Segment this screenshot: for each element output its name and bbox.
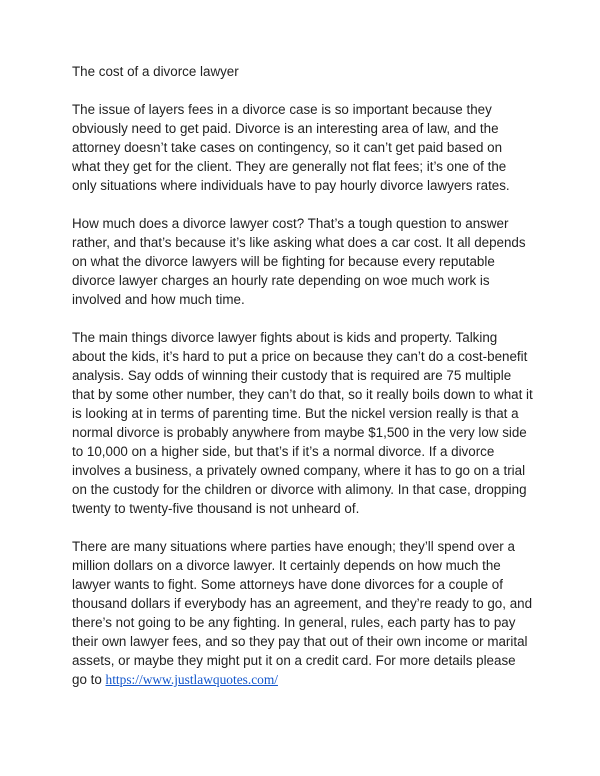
document-title: The cost of a divorce lawyer	[72, 64, 239, 79]
paragraph-4	[72, 537, 534, 689]
paragraph-1: The issue of layers fees in a divorce case is so important because they obviously need to get paid. Divorce is an interesting area of law, and the attorney doesn’t take cases on contingency, so it can’t get paid based on what they get for the client. They are generally not flat fees; it’s one of the only situations where individuals have to pay hourly divorce lawyers rates.	[72, 102, 510, 193]
paragraph-2: How much does a divorce lawyer cost? That’s a tough question to answer rather, and that’s because it’s like asking what does a car cost. It all depends on what the divorce lawyers will be fighting for because every reputable divorce lawyer charges an hourly rate depending on woe much work is involved and how much time.	[72, 216, 526, 307]
paragraph-4-text: There are many situations where parties have enough; they’ll spend over a million dollars on a divorce lawyer. It certainly depends on how much the lawyer wants to fight. Some attorneys have done divorces for a couple of thousand dollars if everybody has an agreement, and they’re ready to go, and there’s not going to be any fighting. In general, rules, each party has to pay their own lawyer fees, and so they pay that out of their own income or marital assets, or maybe they might put it on a credit card. For more details please go to	[72, 539, 533, 687]
website-link[interactable]: https://www.justlawquotes.com/	[105, 672, 278, 687]
document-page	[72, 62, 534, 708]
paragraph-3: The main things divorce lawyer fights about is kids and property. Talking about the kids, it’s hard to put a price on because they can’t do a cost-benefit analysis. Say odds of winning their custody that is required are 75 multiple that by some other number, they can’t do that, so it really boils down to what it is looking at in terms of parenting time. But the nickel version really is that a normal divorce is probably anywhere from maybe $1,500 in the very low side to 10,000 on a higher side, but that’s if it’s a normal divorce. If a divorce involves a business, a privately owned company, where it has to go on a trial on the custody for the children or divorce with alimony. In that case, dropping twenty to twenty-five thousand is not unheard of.	[72, 330, 533, 516]
